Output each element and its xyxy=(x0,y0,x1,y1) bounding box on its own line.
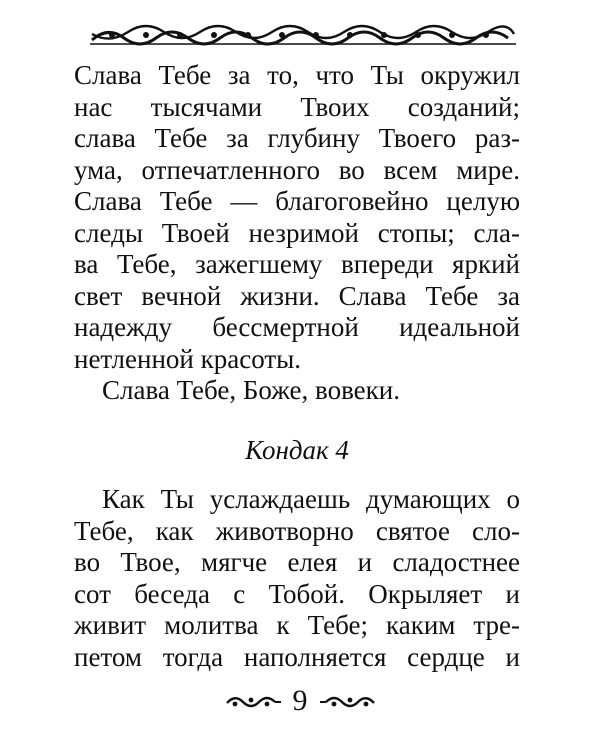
page-number: 9 xyxy=(292,684,308,717)
text-line: Слава Тебе — благоговейно целую xyxy=(74,186,520,216)
text-line: слава Тебе за глубину Твоего раз- xyxy=(74,123,520,153)
text-line: сот беседа с Тобой. Окрыляет и xyxy=(74,578,520,609)
section-heading: Кондак 4 xyxy=(245,435,349,465)
left-ornament-icon xyxy=(225,692,283,710)
text-line: Тебе, как животворно святое сло- xyxy=(74,515,520,546)
text-line: следы Твоей незримой стопы; сла- xyxy=(74,217,520,248)
stanza-2 xyxy=(74,484,520,674)
text-line: ума, отпечатленного во всем мире. xyxy=(74,154,520,185)
text-line: нас тысячами Твоих созданий; xyxy=(74,91,520,122)
refrain: Слава Тебе, Боже, вовеки. xyxy=(102,375,400,405)
right-ornament-icon xyxy=(318,692,376,710)
top-ornament xyxy=(88,22,518,48)
text-line: Как Ты услаждаешь думающих о xyxy=(102,484,520,514)
text-line: ва Тебе, зажегшему впереди яркий xyxy=(74,249,520,279)
text-line: свет вечной жизни. Слава Тебе за xyxy=(74,280,520,311)
stanza-1 xyxy=(74,60,520,407)
text-line: живит молитва к Тебе; каким тре- xyxy=(74,610,520,641)
text-line: нетленной красоты. xyxy=(74,343,302,374)
text-line: петом тогда наполняется сердце и xyxy=(74,641,520,672)
page-footer xyxy=(0,681,600,721)
text-line: во Твое, мягче елея и сладостнее xyxy=(74,547,520,578)
text-line: надежду бессмертной идеальной xyxy=(74,312,520,342)
text-line: Слава Тебе за то, что Ты окружил xyxy=(74,60,520,90)
